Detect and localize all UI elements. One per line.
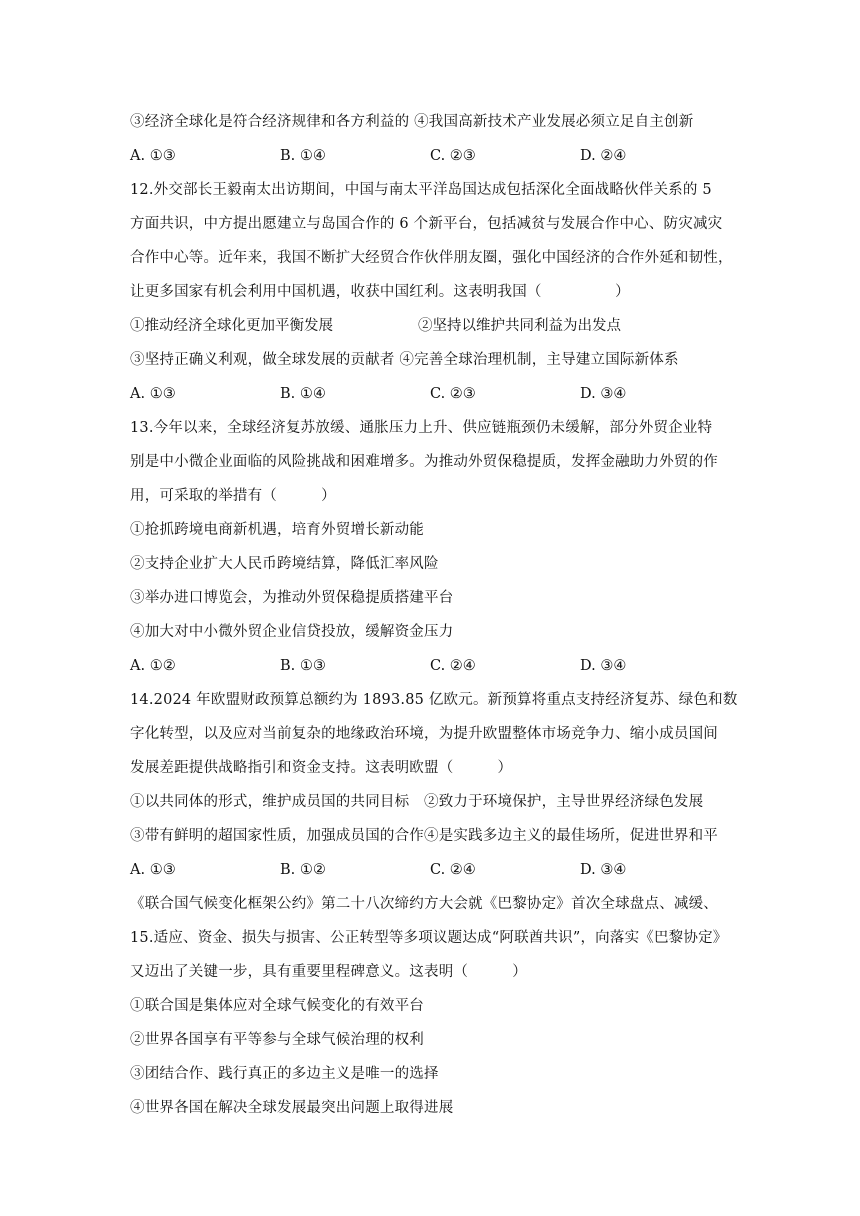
q15-stem-line: 《联合国气候变化框架公约》第二十八次缔约方大会就《巴黎协定》首次全球盘点、减缓、 [130,896,718,912]
q13-choice: ③举办进口博览会，为推动外贸保稳提质搭建平台 [130,590,454,606]
q15-stem-line: 15.适应、资金、损失与损害、公正转型等多项议题达成“阿联酋共识”，向落实《巴黎协定》 [130,930,728,946]
q11-option-b: B. ①④ [280,148,326,164]
q12-stem-line: 12.外交部长王毅南太出访期间，中国与南太平洋岛国达成包括深化全面战略伙伴关系的 5 [130,182,712,198]
q11-option-d: D. ②④ [580,148,627,164]
q12-stem-line: 合作中心等。近年来，我国不断扩大经贸合作伙伴朋友圈，强化中国经济的合作外延和韧性， [130,250,733,266]
q13-option-d: D. ③④ [580,658,627,674]
q12-option-a: A. ①③ [130,386,176,402]
q12-choice-row: ③坚持正确义利观，做全球发展的贡献者 ④完善全球治理机制，主导建立国际新体系 [130,352,679,368]
q11-option-c: C. ②③ [430,148,476,164]
q15-choice: ①联合国是集体应对全球气候变化的有效平台 [130,998,424,1014]
q13-choice: ①抢抓跨境电商新机遇，培育外贸增长新动能 [130,522,424,538]
q12-options [130,384,730,404]
q14-choice-row: ①以共同体的形式，维护成员国的共同目标 ②致力于环境保护，主导世界经济绿色发展 [130,794,704,810]
q12-stem-line: 方面共识，中方提出愿建立与岛国合作的 6 个新平台，包括减贫与发展合作中心、防灾减灾 [130,216,723,232]
q14-stem-line: 字化转型，以及应对当前复杂的地缘政治环境，为提升欧盟整体市场竞争力、缩小成员国间 [130,726,718,742]
q13-stem-line: 别是中小微企业面临的风险挑战和困难增多。为推动外贸保稳提质，发挥金融助力外贸的作 [130,454,718,470]
q14-option-b: B. ①② [280,862,326,878]
q12-choice-row [130,316,730,336]
q13-choice: ④加大对中小微外贸企业信贷投放，缓解资金压力 [130,624,454,640]
q13-option-a: A. ①② [130,658,176,674]
q13-stem-line: 13.今年以来，全球经济复苏放缓、通胀压力上升、供应链瓶颈仍未缓解，部分外贸企业特 [130,420,713,436]
q11-options [130,146,730,166]
q13-choice: ②支持企业扩大人民币跨境结算，降低汇率风险 [130,556,439,572]
q14-option-c: C. ②④ [430,862,476,878]
q15-choice: ④世界各国在解决全球发展最突出问题上取得进展 [130,1100,454,1116]
q15-choice: ②世界各国享有平等参与全球气候治理的权利 [130,1032,424,1048]
q14-stem-line: 发展差距提供战略指引和资金支持。这表明欧盟（ ） [130,760,513,776]
q14-option-a: A. ①③ [130,862,176,878]
q15-choice: ③团结合作、践行真正的多边主义是唯一的选择 [130,1066,439,1082]
q14-options [130,860,730,880]
q14-stem-line: 14.2024 年欧盟财政预算总额约为 1893.85 亿欧元。新预算将重点支持经济复苏、绿色和数 [130,692,738,708]
q13-stem-line: 用，可采取的举措有（ ） [130,488,336,504]
q13-option-c: C. ②④ [430,658,476,674]
q14-option-d: D. ③④ [580,862,627,878]
q12-choice-1: ①推动经济全球化更加平衡发展 [130,318,333,334]
q14-choice-row: ③带有鲜明的超国家性质，加强成员国的合作④是实践多边主义的最佳场所，促进世界和平 [130,828,718,844]
q15-stem-line: 又迈出了关键一步，具有重要里程碑意义。这表明（ ） [130,964,527,980]
q12-stem-line: 让更多国家有机会利用中国机遇，收获中国红利。这表明我国（ ） [130,284,630,300]
q12-option-c: C. ②③ [430,386,476,402]
q13-option-b: B. ①③ [280,658,326,674]
q11-choice-line: ③经济全球化是符合经济规律和各方利益的 ④我国高新技术产业发展必须立足自主创新 [130,114,694,130]
q12-option-b: B. ①④ [280,386,326,402]
q11-option-a: A. ①③ [130,148,176,164]
q13-options [130,656,730,676]
q12-choice-2: ②坚持以维护共同利益为出发点 [418,318,621,334]
q12-option-d: D. ③④ [580,386,627,402]
